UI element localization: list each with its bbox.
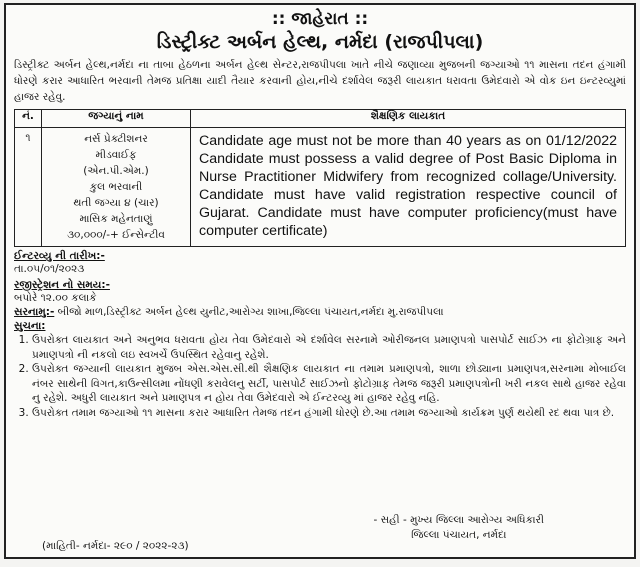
- post-line: નર્સ પ્રેક્ટીશનર: [84, 133, 148, 145]
- table-header-row: [15, 110, 626, 128]
- qualification-cell: Candidate age must not be more than 40 years as on 01/12/2022 Candidate must possess a valid degree of Post Basic Diploma in Nurse Practitioner Midwifery from recognized collage/University. Candidate must have valid registration respective council of Gujarat. Candidate must have computer proficiency(must have computer certificate): [191, 128, 626, 247]
- announcement-label: :: જાહેરાત ::: [271, 9, 369, 29]
- interview-date-block: [14, 250, 626, 276]
- notes-list: [14, 333, 626, 420]
- signature-block: [374, 513, 544, 543]
- registration-time-block: [14, 279, 626, 305]
- registration-time-value: બપોરે ૧૨.૦૦ કલાકે: [14, 292, 97, 304]
- post-line: ૩૦,૦૦૦/-+ ઈન્સેન્ટીવ: [67, 229, 165, 241]
- address-label: સરનામુ:-: [14, 306, 55, 318]
- post-line: (એન.પી.એમ.): [83, 165, 149, 177]
- advertisement-page: [4, 3, 636, 559]
- notes-heading: સુચના:: [14, 320, 46, 332]
- post-line: થતી જગ્યા ૪ (ચાર): [73, 197, 159, 209]
- vacancy-table: [14, 109, 626, 247]
- signature-office: જિલ્લા પંચાયત, નર્મદા: [411, 529, 507, 541]
- post-name-cell: [42, 128, 191, 247]
- list-item: 2. ઉપરોક્ત જગ્યાની લાયકાત મુજબ એસ.એસ.સી.થી શૈક્ષણિક લાયકાત ના તમામ પ્રમાણપત્રો, શાળા છોડ્યાના પ્રમાણપત્ર,સરનામા મોબાઈલ નંબર સાથેની વિગત,કાઉન્સીલમા નોંધણી કરાવેલનુ સર્ટી, પાસપોર્ટ સાઈઝનો ફોટોગ્રાફ તેમજ જરૂરી પ્રમાણપત્રોની ખરી નકલ સાથે હાજર રહેવા નુ રહેશે. અધુરી લાયકાત અને પ્રમાણપત્ર ન હોય તેવા ઉમેદવારો એ ઈન્ટરવ્યુ માં હાજર રહેવુ નહિ.: [32, 362, 626, 406]
- address-block: [14, 305, 626, 319]
- row-number: ૧: [15, 128, 42, 247]
- post-line: કુલ ભરવાની: [89, 181, 143, 193]
- table-row: [15, 128, 626, 247]
- list-item: 1. ઉપરોક્ત લાયકાત અને અનુભવ ધરાવતા હોય તેવા ઉમેદવારો એ દર્શાવેલ સરનામે ઓરીજનલ પ્રમાણપત્રો પાસપોર્ટ સાઈઝ ના ફોટોગ્રાફ અને પ્રમાણપત્રો ની નકલો લઇ સ્વખર્ચે ઉપસ્થિત રહેવાનુ રહેશે.: [32, 333, 626, 362]
- address-value: બીજો માળ,ડિસ્ટ્રીક્ટ અર્બન હેલ્થ યુનીટ,આરોગ્ય શાખા,જિલ્લા પંચાયત,નર્મદા મુ.રાજપીપલા: [57, 306, 444, 318]
- interview-date-value: તા.૦૫/૦૧/૨૦૨૩: [14, 263, 85, 275]
- registration-time-label: રજીસ્ટ્રેશન નો સમય:-: [14, 279, 110, 291]
- signature-title: - સહી - મુખ્ય જિલ્લા આરોગ્ય અધિકારી: [373, 514, 544, 526]
- header-qualification: શૈક્ષણિક લાયકાત: [191, 110, 626, 128]
- intro-paragraph: ડિસ્ટ્રીક્ટ અર્બન હેલ્થ,નર્મદા ના તાબા હેઠળના અર્બન હેલ્થ સેન્ટર,રાજપીપલા ખાતે નીચે જણાવ્યા મુજબની જગ્યાઓ ૧૧ માસના તદન હંગામી ધોરણે કરાર આધારિત ભરવાની તેમજ પ્રતિક્ષા યાદી તૈયાર કરવાની હોય,નીચે દર્શાવેલ જરૂરી લાયકાત ધરાવતા ઉમેદવારો એ વોક ઇન ઇન્ટરવ્યુમાં હાજર રહેવુ.: [14, 59, 626, 103]
- header-post-name: જગ્યાનું નામ: [42, 110, 191, 128]
- post-line: માસિક મહેનતાણું: [79, 213, 153, 225]
- post-line: મીડવાઈફ: [95, 149, 137, 161]
- list-item: 3. ઉપરોક્ત તમામ જગ્યાઓ ૧૧ માસના કરાર આધારિત તેમજ તદન હંગામી ધોરણે છે.આ તમામ જગ્યાઓ કાર્યક્રમ પુર્ણ થયેથી રદ થવા પાત્ર છે.: [32, 406, 626, 421]
- interview-date-label: ઈન્ટરવ્યુ ની તારીખ:-: [14, 250, 105, 262]
- reference-number: (માહિતી- નર્મદા- ૨૯૦ / ૨૦૨૨-૨૩): [42, 540, 189, 552]
- page-title: ડિસ્ટ્રીક્ટ અર્બન હેલ્થ, નર્મદા (રાજપીપલા): [156, 31, 484, 53]
- header-number: નં.: [15, 110, 42, 128]
